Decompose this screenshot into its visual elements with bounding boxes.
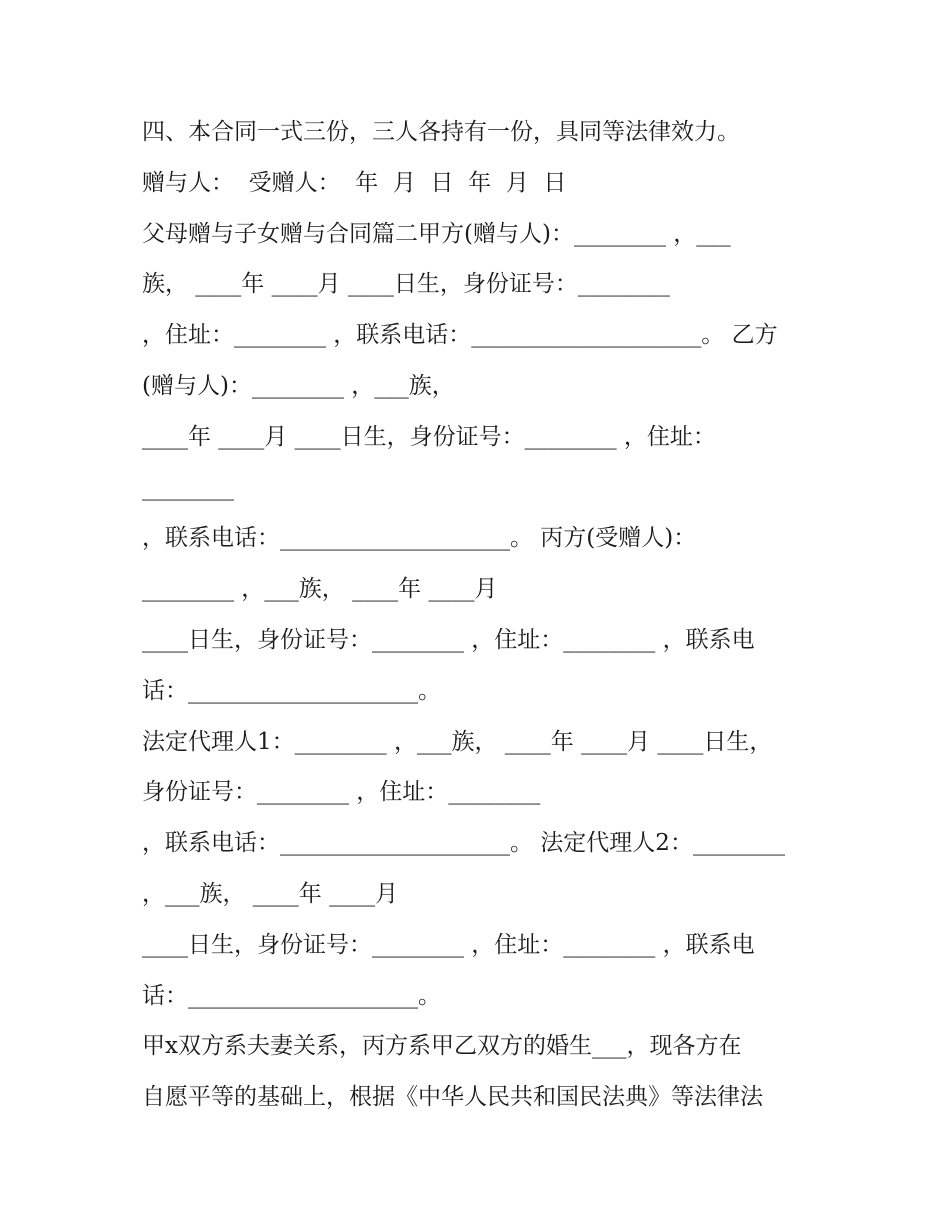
paragraph-line: ，___族， ____年 ____月 bbox=[142, 880, 399, 907]
paragraph-line: 父母赠与子女赠与合同篇二甲方(赠与人)：________ ，___ bbox=[142, 220, 731, 247]
paragraph-line: (赠与人)：________ ，___族， bbox=[142, 372, 455, 399]
paragraph-line: 身份证号：________ ，住址：________ bbox=[142, 779, 541, 806]
paragraph-line: ____年 ____月 ____日生，身份证号：________ ，住址： bbox=[142, 423, 716, 450]
paragraph-line: 自愿平等的基础上，根据《中华人民共和国民法典》等法律法 bbox=[142, 1084, 763, 1111]
paragraph-line: ____日生，身份证号：________ ，住址：________ ，联系电 bbox=[142, 931, 755, 958]
paragraph-line: 赠与人： 受赠人： 年 月 日 年 月 日 bbox=[142, 169, 567, 196]
paragraph-line: 话：____________________。 bbox=[142, 982, 441, 1009]
paragraph-line: ，住址：________ ，联系电话：____________________。 乙方 bbox=[142, 322, 778, 349]
paragraph-line: 甲x双方系夫妻关系，丙方系甲乙双方的婚生___，现各方在 bbox=[142, 1033, 742, 1060]
paragraph-line: ____日生，身份证号：________ ，住址：________ ，联系电 bbox=[142, 626, 755, 653]
paragraph-line: 话：____________________。 bbox=[142, 677, 441, 704]
paragraph-line: 族， ____年 ____月 ____日生，身份证号：________ bbox=[142, 271, 670, 298]
document-body bbox=[142, 107, 822, 1123]
paragraph-line: ，联系电话：____________________。 法定代理人2：________ bbox=[142, 830, 785, 857]
paragraph-line: ________ ，___族， ____年 ____月 bbox=[142, 576, 498, 603]
paragraph-line: 四、本合同一式三份，三人各持有一份，具同等法律效力。 bbox=[142, 119, 740, 145]
paragraph-line: ________ bbox=[142, 474, 234, 501]
paragraph-line: 法定代理人1：________ ，___族， ____年 ____月 ____日生， bbox=[142, 728, 773, 755]
paragraph-line: ，联系电话：____________________。 丙方(受赠人)： bbox=[142, 525, 697, 552]
